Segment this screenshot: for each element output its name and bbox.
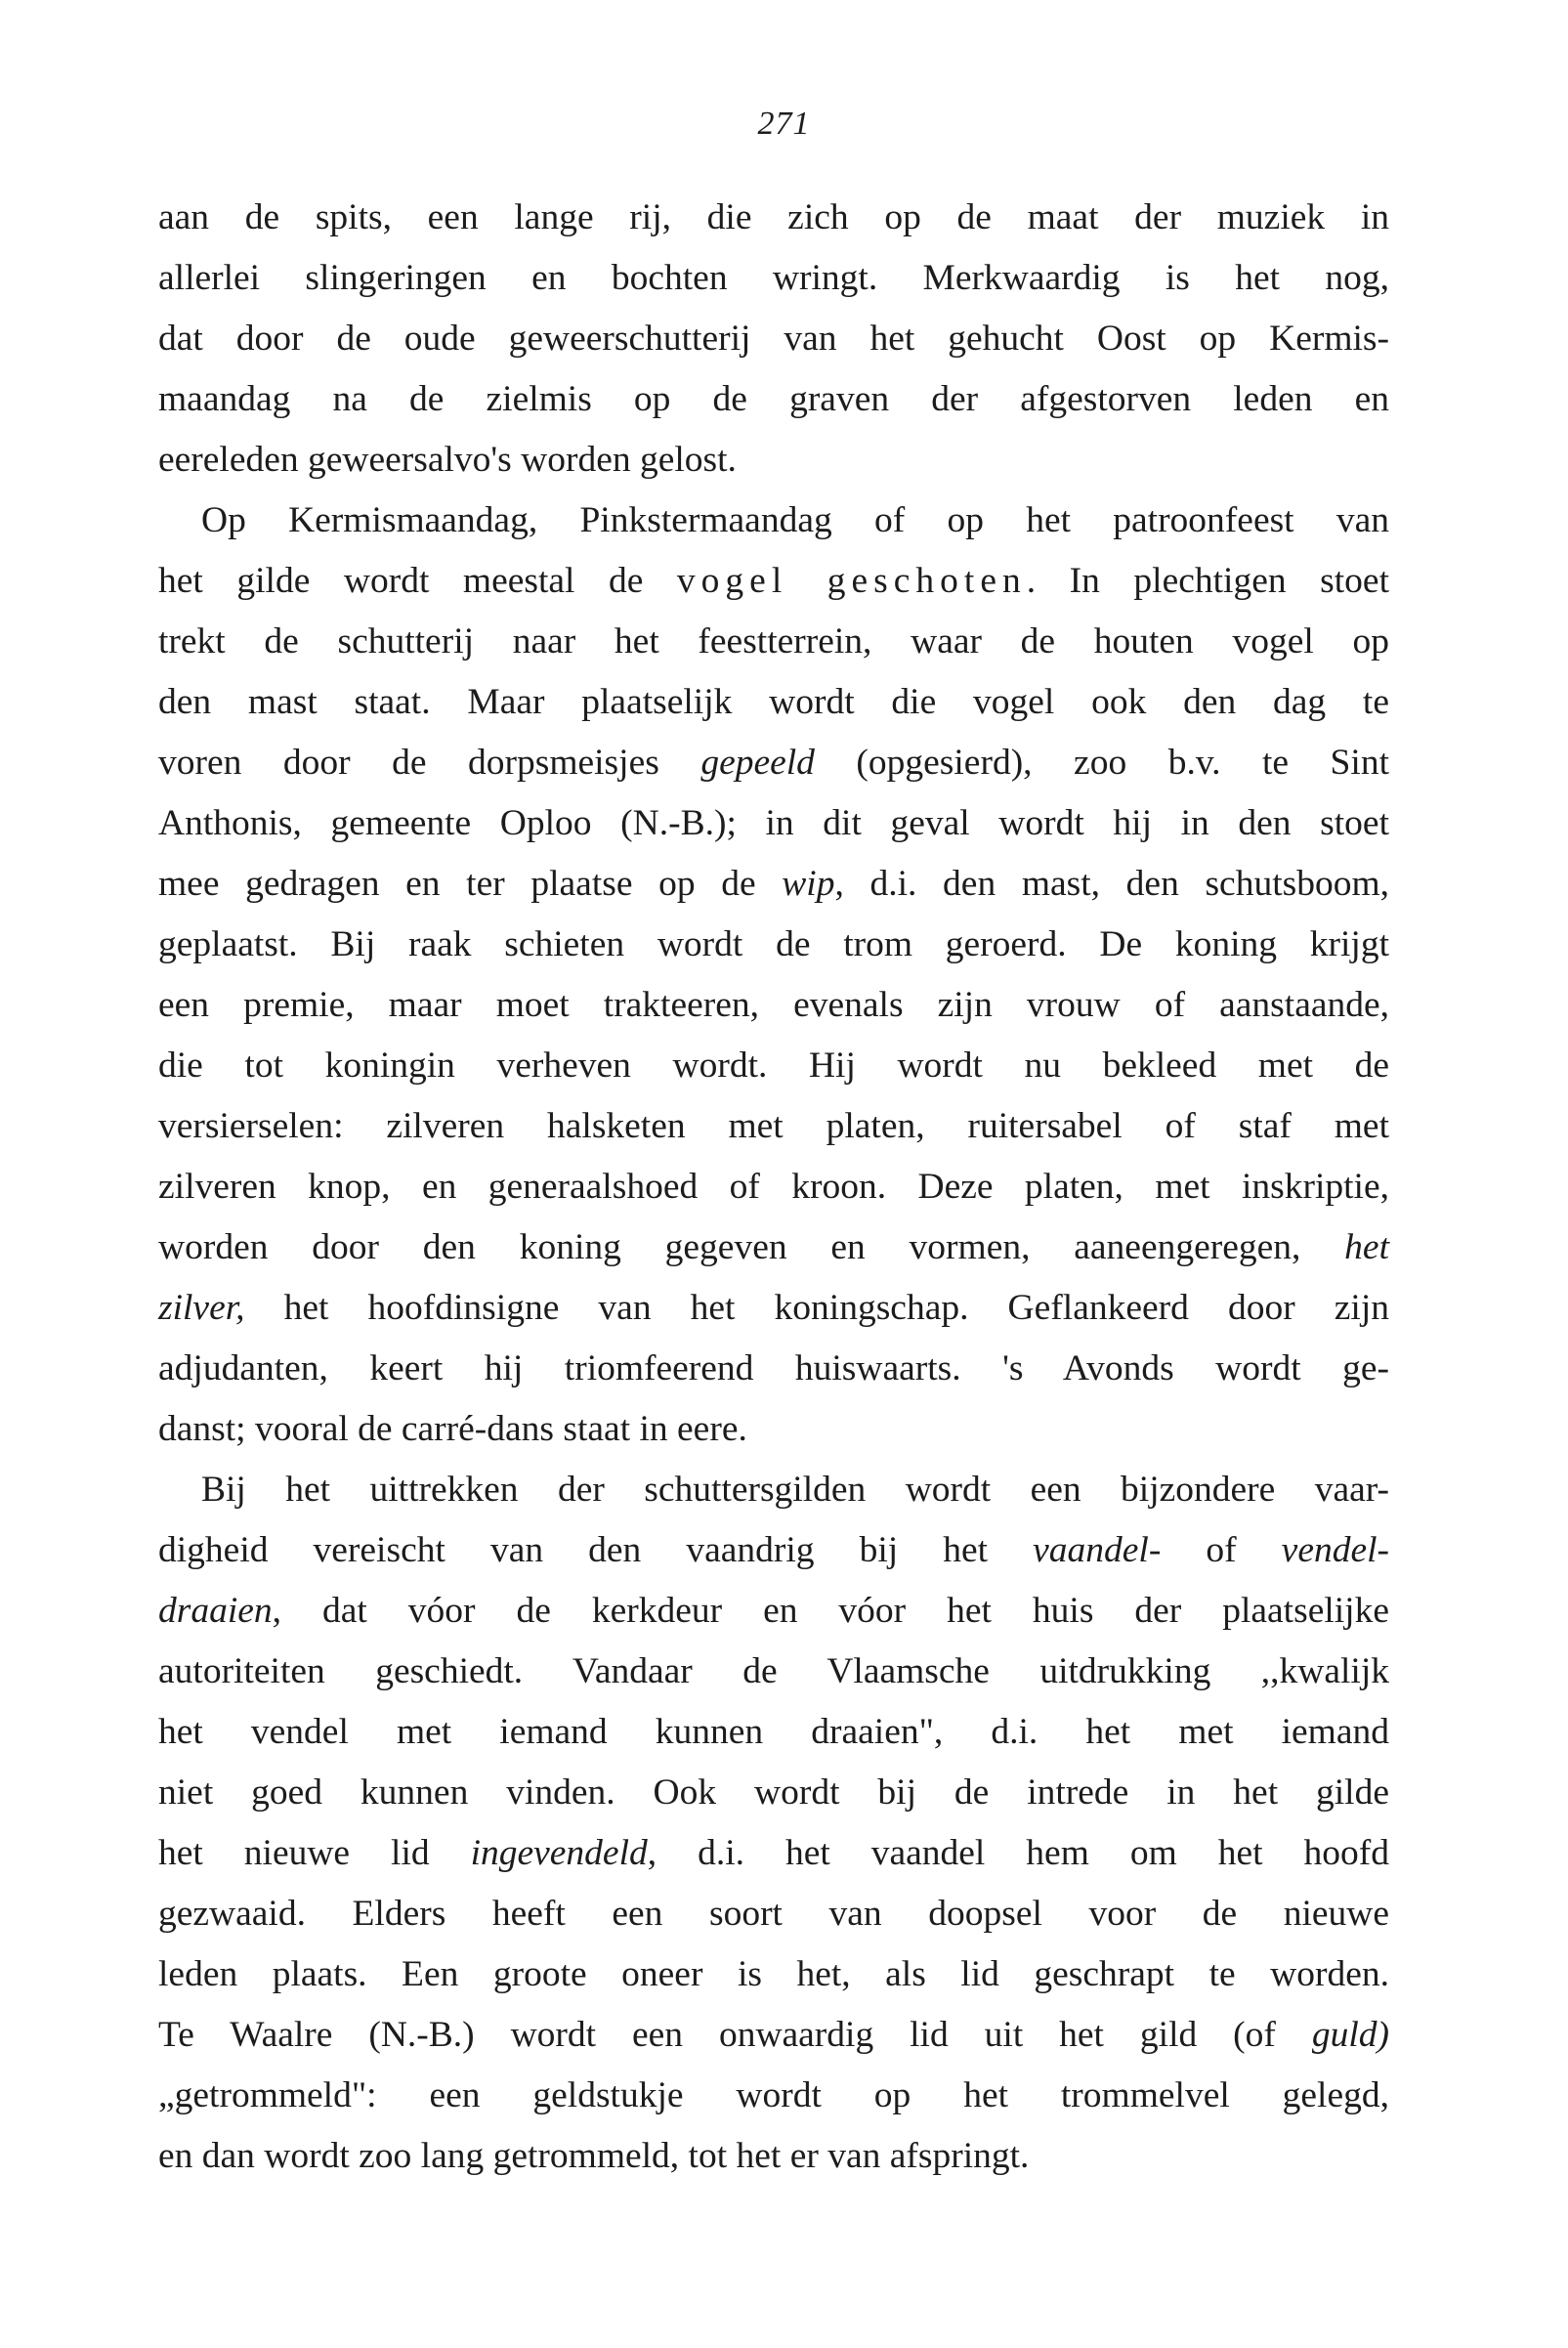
text-line: zilveren knop, en generaalshoed of kroon. Deze platen, met inskriptie, <box>158 1167 1389 1207</box>
text-line: adjudanten, keert hij triomfeerend huiswaarts. 's Avonds wordt ge- <box>158 1348 1389 1388</box>
italic-term: draaien <box>158 1591 273 1631</box>
text-line: danst; vooral de carré-dans staat in eere. <box>158 1409 747 1449</box>
text-line <box>158 1520 1389 1581</box>
text-run: of <box>1161 1530 1282 1570</box>
text-run: , d.i. den mast, den schutsboom, <box>834 864 1389 904</box>
text-line: en dan wordt zoo lang getrommeld, tot het er van afspringt. <box>158 2136 1030 2176</box>
text-line <box>158 733 1389 793</box>
text-line: het vendel met iemand kunnen draaien", d.i. het met iemand <box>158 1712 1389 1752</box>
paragraph-start: Bij het uittrekken der schuttersgilden wordt een bijzondere vaar- <box>201 1470 1389 1510</box>
text-run: , d.i. het vaandel hem om het hoofd <box>647 1833 1389 1873</box>
text-run: . In plechtigen stoet <box>1026 561 1389 601</box>
text-run: digheid vereischt van den vaandrig bij het <box>158 1530 1034 1570</box>
italic-term: zilver, <box>158 1288 245 1328</box>
text-run: het nieuwe lid <box>158 1833 471 1873</box>
text-line: den mast staat. Maar plaatselijk wordt die vogel ook den dag te <box>158 682 1389 722</box>
text-line: niet goed kunnen vinden. Ook wordt bij de intrede in het gilde <box>158 1772 1389 1813</box>
spaced-text: vogel geschoten <box>676 561 1027 601</box>
text-line: geplaatst. Bij raak schieten wordt de trom geroerd. De koning krijgt <box>158 924 1389 964</box>
text-run: voren door de dorpsmeisjes <box>158 743 701 783</box>
text-line: maandag na de zielmis op de graven der afgestorven leden en <box>158 379 1389 419</box>
italic-term: het <box>1344 1227 1389 1267</box>
text-line: Anthonis, gemeente Oploo (N.-B.); in dit geval wordt hij in den stoet <box>158 803 1389 843</box>
text-line: trekt de schutterij naar het feestterrein, waar de houten vogel op <box>158 621 1389 662</box>
text-line: die tot koningin verheven wordt. Hij wordt nu bekleed met de <box>158 1046 1389 1086</box>
text-line: leden plaats. Een groote oneer is het, als lid geschrapt te worden. <box>158 1954 1389 1994</box>
paragraph-start: Op Kermismaandag, Pinkstermaandag of op het patroonfeest van <box>201 500 1389 540</box>
text-line <box>158 854 1389 915</box>
text-run: Te Waalre (N.-B.) wordt een onwaardig lid uit het gild (of <box>158 2015 1312 2055</box>
text-line: eereleden geweersalvo's worden gelost. <box>158 440 737 480</box>
text-line: een premie, maar moet trakteeren, evenals zijn vrouw of aanstaande, <box>158 985 1389 1025</box>
italic-term: gepeeld <box>700 743 815 783</box>
text-run: mee gedragen en ter plaatse op de <box>158 864 783 904</box>
text-run: (opgesierd), zoo b.v. te Sint <box>814 743 1390 783</box>
text-line: „getrommeld": een geldstukje wordt op het trommelvel gelegd, <box>158 2075 1389 2115</box>
text-line <box>158 2005 1389 2066</box>
text-line: gezwaaid. Elders heeft een soort van doopsel voor de nieuwe <box>158 1894 1389 1934</box>
page-number: 271 <box>757 106 811 142</box>
text-run: worden door den koning gegeven en vormen, aaneengeregen, <box>158 1227 1345 1267</box>
italic-term: vaandel- <box>1033 1530 1162 1570</box>
text-run: , dat vóor de kerkdeur en vóor het huis der plaatselijke <box>272 1591 1389 1631</box>
text-line <box>158 1823 1389 1884</box>
italic-term: vendel- <box>1281 1530 1390 1570</box>
text-line: dat door de oude geweerschutterij van het gehucht Oost op Kermis- <box>158 319 1389 359</box>
body-text <box>158 188 1389 2187</box>
text-line: aan de spits, een lange rij, die zich op de maat der muziek in <box>158 197 1389 237</box>
text-run: het hoofdinsigne van het koningschap. Geflankeerd door zijn <box>244 1288 1389 1328</box>
italic-term: guld) <box>1311 2015 1389 2055</box>
text-run: het gilde wordt meestal de <box>158 561 677 601</box>
text-line <box>158 551 1389 612</box>
italic-term: wip <box>782 864 835 904</box>
text-line <box>158 1581 1389 1642</box>
text-line: autoriteiten geschiedt. Vandaar de Vlaamsche uitdrukking ,,kwalijk <box>158 1651 1389 1691</box>
text-line: versierselen: zilveren halsketen met platen, ruitersabel of staf met <box>158 1106 1389 1146</box>
italic-term: ingevendeld <box>470 1833 648 1873</box>
text-line: allerlei slingeringen en bochten wringt. Merkwaardig is het nog, <box>158 258 1389 298</box>
text-line <box>158 1278 1389 1339</box>
text-line <box>158 1217 1389 1278</box>
